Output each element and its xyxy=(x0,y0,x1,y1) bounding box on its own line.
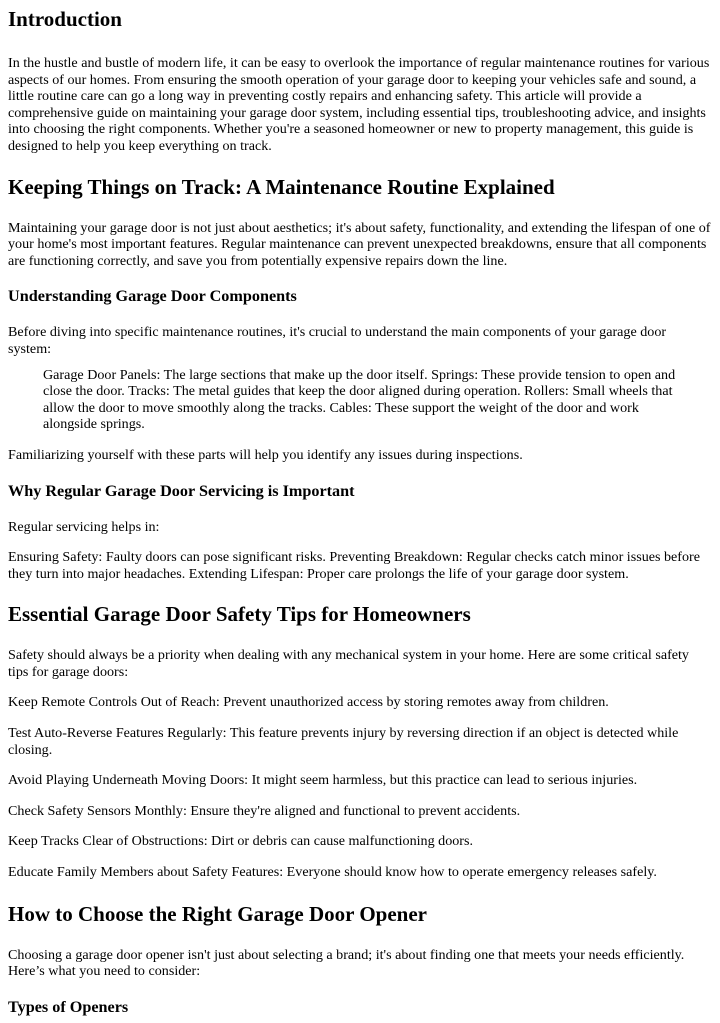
heading-garage-door-components: Understanding Garage Door Components xyxy=(8,287,297,306)
heading-safety-tips: Essential Garage Door Safety Tips for Homeowners xyxy=(8,602,471,627)
article xyxy=(0,6,720,1017)
opener-paragraph: Choosing a garage door opener isn't just about selecting a brand; it's about finding one that meets your needs efficiently. Here’s what you need to consider: xyxy=(8,946,685,980)
servicing-intro: Regular servicing helps in: xyxy=(8,518,160,535)
safety-intro: Safety should always be a priority when dealing with any mechanical system in your home. Here are some critical safety tips for garage doors: xyxy=(8,647,689,680)
safety-tip: Keep Tracks Clear of Obstructions: Dirt or debris can cause malfunctioning doors. xyxy=(8,833,473,850)
safety-tip: Avoid Playing Underneath Moving Doors: It might seem harmless, but this practice can lead to serious injuries. xyxy=(8,772,638,789)
safety-tip: Keep Remote Controls Out of Reach: Prevent unauthorized access by storing remotes away from children. xyxy=(8,694,609,711)
safety-tip: Check Safety Sensors Monthly: Ensure they're aligned and functional to prevent accidents. xyxy=(8,802,521,819)
components-list: Garage Door Panels: The large sections that make up the door itself. Springs: These provide tension to open and close the door. Tracks: The metal guides that keep the door aligned during operation. Rollers: Small wheels that allow the door to move smoothly along the tracks. Cables: These support the weight of the door and work alongside springs. xyxy=(43,366,676,433)
maintenance-paragraph: Maintaining your garage door is not just about aesthetics; it's about safety, functionality, and extending the lifespan of one of your home's most important features. Regular maintenance can prevent unexpected breakdowns, ensure that all components are functioning correctly, and save you from potentially expensive repairs down the line. xyxy=(8,219,711,269)
safety-tip: Educate Family Members about Safety Features: Everyone should know how to operate emergency releases safely. xyxy=(8,864,657,881)
heading-introduction: Introduction xyxy=(8,7,122,31)
safety-tip: Test Auto-Reverse Features Regularly: This feature prevents injury by reversing direction if an object is detected while closing. xyxy=(8,725,679,758)
heading-maintenance-routine: Keeping Things on Track: A Maintenance Routine Explained xyxy=(8,174,555,199)
heading-types-of-openers: Types of Openers xyxy=(8,997,129,1016)
introduction-paragraph: In the hustle and bustle of modern life, it can be easy to overlook the importance of regular maintenance routines for various aspects of our homes. From ensuring the smooth operation of your garage door to keeping your vehicles safe and sound, a little routine care can go a long way in preventing costly repairs and enhancing safety. This article will provide a comprehensive guide on maintaining your garage door system, including essential tips, troubleshooting advice, and insights into choosing the right components. Whether you're a seasoned homeowner or new to property management, this guide is designed to help you keep everything on track. xyxy=(8,55,710,154)
heading-regular-servicing: Why Regular Garage Door Servicing is Important xyxy=(8,481,355,500)
heading-choose-opener: How to Choose the Right Garage Door Opener xyxy=(8,901,427,926)
components-paragraph: Before diving into specific maintenance routines, it's crucial to understand the main components of your garage door system: xyxy=(8,324,667,357)
servicing-benefits: Ensuring Safety: Faulty doors can pose significant risks. Preventing Breakdown: Regular checks catch minor issues before they turn into major headaches. Extending Lifespan: Proper care prolongs the life of your garage door system. xyxy=(8,549,700,582)
components-note: Familiarizing yourself with these parts will help you identify any issues during inspections. xyxy=(8,446,523,463)
